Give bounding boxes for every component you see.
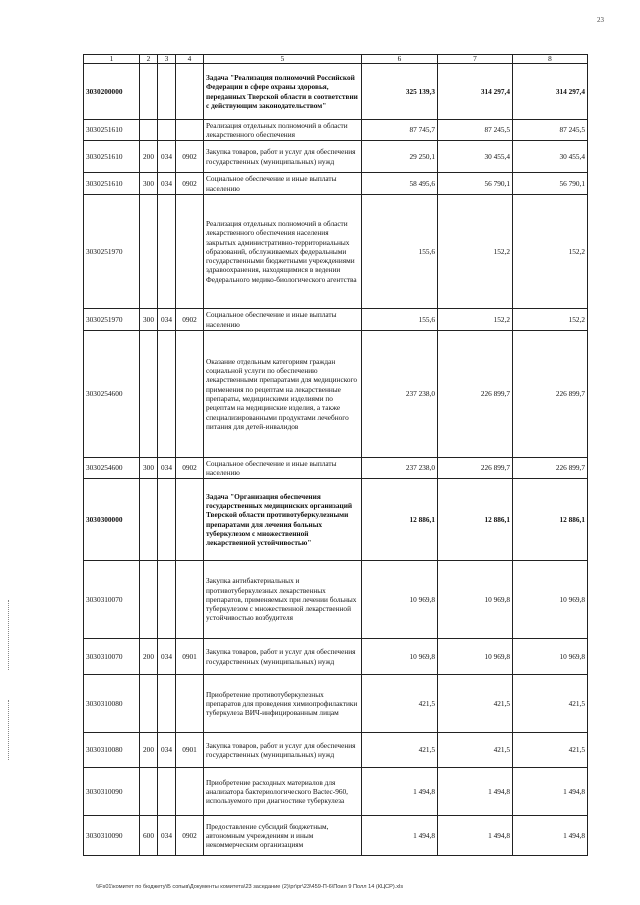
row-value-6: 421,5 xyxy=(362,675,438,733)
row-code: 3030251610 xyxy=(84,120,140,141)
row-c2 xyxy=(140,675,158,733)
row-value-8: 10 969,8 xyxy=(513,561,588,639)
row-value-7: 152,2 xyxy=(438,309,513,331)
column-header: 1 xyxy=(84,55,140,64)
table-row xyxy=(84,733,588,768)
row-code: 3030310080 xyxy=(84,675,140,733)
row-value-8: 12 886,1 xyxy=(513,479,588,561)
row-c2: 200 xyxy=(140,733,158,768)
table-row xyxy=(84,561,588,639)
row-code: 3030251610 xyxy=(84,141,140,173)
row-value-8: 226 899,7 xyxy=(513,458,588,479)
row-value-8: 30 455,4 xyxy=(513,141,588,173)
row-value-6: 12 886,1 xyxy=(362,479,438,561)
row-value-7: 10 969,8 xyxy=(438,561,513,639)
row-c3 xyxy=(158,479,176,561)
row-code: 3030310080 xyxy=(84,733,140,768)
row-c2: 200 xyxy=(140,141,158,173)
row-value-8: 152,2 xyxy=(513,309,588,331)
row-value-6: 58 495,6 xyxy=(362,173,438,195)
row-c4 xyxy=(176,561,204,639)
row-c4 xyxy=(176,768,204,816)
row-c2 xyxy=(140,768,158,816)
row-c4: 0901 xyxy=(176,639,204,675)
row-description: Социальное обеспечение и иные выплаты населению xyxy=(204,309,362,331)
row-value-8: 226 899,7 xyxy=(513,331,588,458)
row-value-7: 30 455,4 xyxy=(438,141,513,173)
row-value-8: 1 494,8 xyxy=(513,816,588,856)
row-c2: 200 xyxy=(140,639,158,675)
row-description: Закупка товаров, работ и услуг для обеспечения государственных (муниципальных) нужд xyxy=(204,141,362,173)
row-code: 3030310070 xyxy=(84,561,140,639)
row-code: 3030300000 xyxy=(84,479,140,561)
row-code: 3030251970 xyxy=(84,309,140,331)
row-value-6: 1 494,8 xyxy=(362,816,438,856)
table-row xyxy=(84,173,588,195)
row-c3 xyxy=(158,331,176,458)
row-c4: 0902 xyxy=(176,458,204,479)
row-value-7: 226 899,7 xyxy=(438,331,513,458)
budget-table xyxy=(83,54,588,856)
row-value-8: 421,5 xyxy=(513,733,588,768)
page-number: 23 xyxy=(597,16,604,24)
row-c2 xyxy=(140,195,158,309)
table-row xyxy=(84,120,588,141)
table-row xyxy=(84,195,588,309)
row-value-7: 56 790,1 xyxy=(438,173,513,195)
row-value-8: 152,2 xyxy=(513,195,588,309)
row-value-7: 314 297,4 xyxy=(438,64,513,120)
row-value-6: 155,6 xyxy=(362,195,438,309)
row-c4: 0902 xyxy=(176,309,204,331)
row-value-6: 237 238,0 xyxy=(362,458,438,479)
table-row xyxy=(84,458,588,479)
row-description: Оказание отдельным категориям граждан социальной услуги по обеспечению лекарственными препаратами для медицинского применения по рецептам на лекарственные препараты, медицинскими изделиями по рецептам на медицинские изделия, а также специализированными продуктами лечебного питания для детей-инвалидов xyxy=(204,331,362,458)
row-value-6: 325 139,3 xyxy=(362,64,438,120)
table-row xyxy=(84,64,588,120)
row-c4 xyxy=(176,120,204,141)
row-c3 xyxy=(158,768,176,816)
row-description: Задача "Реализация полномочий Российской Федерации в сфере охраны здоровья, переданных Тверской области в соответствии с действующим законодательством" xyxy=(204,64,362,120)
row-c3: 034 xyxy=(158,816,176,856)
table-row xyxy=(84,675,588,733)
margin-mark xyxy=(8,700,10,760)
row-code: 3030251610 xyxy=(84,173,140,195)
row-c2 xyxy=(140,331,158,458)
row-value-7: 1 494,8 xyxy=(438,768,513,816)
row-description: Закупка антибактериальных и противотуберкулезных лекарственных препаратов, применяемых при лечении больных туберкулезом с множественной лекарственной устойчивостью возбудителя xyxy=(204,561,362,639)
column-header: 7 xyxy=(438,55,513,64)
column-header: 4 xyxy=(176,55,204,64)
row-value-6: 10 969,8 xyxy=(362,639,438,675)
table-row xyxy=(84,479,588,561)
table-row xyxy=(84,768,588,816)
row-description: Приобретение расходных материалов для анализатора бактериологического Bactec-960, используемого при диагностике туберкулеза xyxy=(204,768,362,816)
row-value-7: 421,5 xyxy=(438,675,513,733)
row-description: Реализация отдельных полномочий в области лекарственного обеспечения xyxy=(204,120,362,141)
row-value-8: 56 790,1 xyxy=(513,173,588,195)
row-code: 3030200000 xyxy=(84,64,140,120)
file-path-footer: \\Fs01\комитет по бюджету\Б сопыв\Документы комитета\23 заседание (2)\рг\рг\23\459-П-6\Поил 9 Полл 14 (КЦСР).xls xyxy=(96,884,404,890)
table-row xyxy=(84,309,588,331)
row-code: 3030310090 xyxy=(84,816,140,856)
column-header: 6 xyxy=(362,55,438,64)
row-description: Реализация отдельных полномочий в области лекарственного обеспечения населения закрытых административно-территориальных образований, обслуживаемых федеральными государственными бюджетными учреждениями здравоохранения, находящимися в ведении Федерального медико-биологического агентства xyxy=(204,195,362,309)
table-row xyxy=(84,141,588,173)
row-c3 xyxy=(158,120,176,141)
row-c4 xyxy=(176,64,204,120)
row-value-6: 29 250,1 xyxy=(362,141,438,173)
row-code: 3030254600 xyxy=(84,331,140,458)
row-value-6: 421,5 xyxy=(362,733,438,768)
column-header: 2 xyxy=(140,55,158,64)
row-description: Социальное обеспечение и иные выплаты населению xyxy=(204,173,362,195)
row-description: Социальное обеспечение и иные выплаты населению xyxy=(204,458,362,479)
row-c3 xyxy=(158,195,176,309)
row-description: Предоставление субсидий бюджетным, автономным учреждениям и иным некоммерческим организациям xyxy=(204,816,362,856)
margin-mark xyxy=(8,600,10,670)
row-c3: 034 xyxy=(158,309,176,331)
row-description: Приобретение противотуберкулезных препаратов для проведения химиопрофилактики туберкулеза ВИЧ-инфицированным лицам xyxy=(204,675,362,733)
table-row xyxy=(84,639,588,675)
row-value-8: 10 969,8 xyxy=(513,639,588,675)
table-header-row xyxy=(84,55,588,64)
row-c4 xyxy=(176,479,204,561)
row-value-7: 10 969,8 xyxy=(438,639,513,675)
row-c3: 034 xyxy=(158,733,176,768)
row-c2 xyxy=(140,479,158,561)
row-c3: 034 xyxy=(158,458,176,479)
row-c3: 034 xyxy=(158,173,176,195)
row-c3: 034 xyxy=(158,639,176,675)
row-description: Задача "Организация обеспечения государственных медицинских организаций Тверской области противотуберкулезными препаратами для лечения больных туберкулезом с множественной лекарственной устойчивостью" xyxy=(204,479,362,561)
row-c3 xyxy=(158,675,176,733)
row-value-8: 314 297,4 xyxy=(513,64,588,120)
row-code: 3030310090 xyxy=(84,768,140,816)
row-c2: 600 xyxy=(140,816,158,856)
row-value-6: 10 969,8 xyxy=(362,561,438,639)
row-code: 3030310070 xyxy=(84,639,140,675)
row-value-6: 237 238,0 xyxy=(362,331,438,458)
table-row xyxy=(84,816,588,856)
row-c3 xyxy=(158,64,176,120)
column-header: 5 xyxy=(204,55,362,64)
row-c4: 0902 xyxy=(176,173,204,195)
row-value-7: 87 245,5 xyxy=(438,120,513,141)
row-value-6: 155,6 xyxy=(362,309,438,331)
row-c2 xyxy=(140,561,158,639)
row-c2: 300 xyxy=(140,458,158,479)
row-c4 xyxy=(176,195,204,309)
row-c2: 300 xyxy=(140,309,158,331)
row-c4 xyxy=(176,331,204,458)
row-value-7: 1 494,8 xyxy=(438,816,513,856)
row-c3: 034 xyxy=(158,141,176,173)
row-c2 xyxy=(140,64,158,120)
row-description: Закупка товаров, работ и услуг для обеспечения государственных (муниципальных) нужд xyxy=(204,639,362,675)
row-value-7: 421,5 xyxy=(438,733,513,768)
row-c3 xyxy=(158,561,176,639)
row-value-6: 87 745,7 xyxy=(362,120,438,141)
row-c4: 0902 xyxy=(176,141,204,173)
column-header: 8 xyxy=(513,55,588,64)
row-value-7: 12 886,1 xyxy=(438,479,513,561)
column-header: 3 xyxy=(158,55,176,64)
row-value-8: 421,5 xyxy=(513,675,588,733)
row-code: 3030251970 xyxy=(84,195,140,309)
row-c4: 0902 xyxy=(176,816,204,856)
row-code: 3030254600 xyxy=(84,458,140,479)
row-c2: 300 xyxy=(140,173,158,195)
row-value-8: 1 494,8 xyxy=(513,768,588,816)
row-c4 xyxy=(176,675,204,733)
row-description: Закупка товаров, работ и услуг для обеспечения государственных (муниципальных) нужд xyxy=(204,733,362,768)
row-c2 xyxy=(140,120,158,141)
row-value-8: 87 245,5 xyxy=(513,120,588,141)
table-row xyxy=(84,331,588,458)
row-value-7: 226 899,7 xyxy=(438,458,513,479)
row-c4: 0901 xyxy=(176,733,204,768)
row-value-7: 152,2 xyxy=(438,195,513,309)
row-value-6: 1 494,8 xyxy=(362,768,438,816)
